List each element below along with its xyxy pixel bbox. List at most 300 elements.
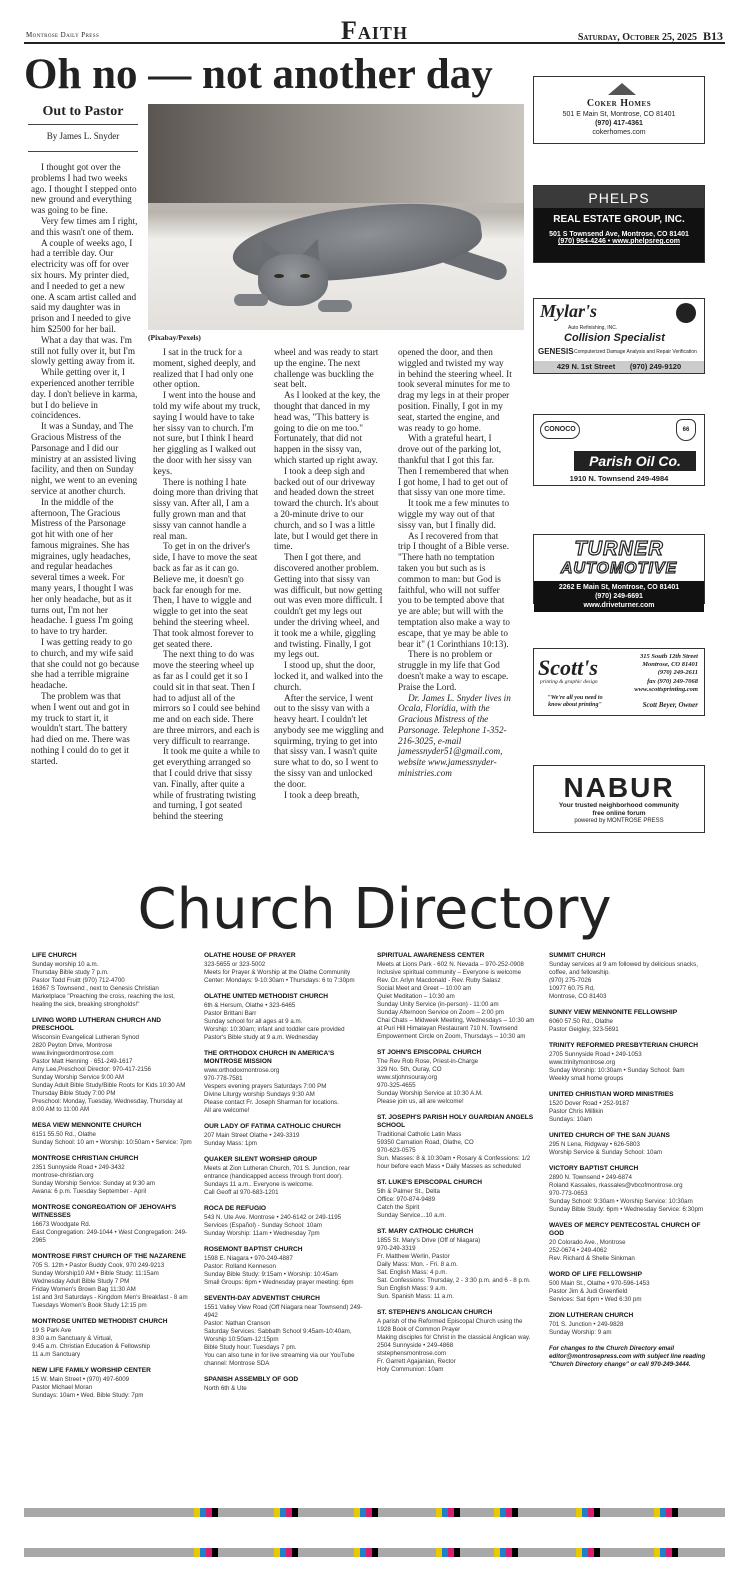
column-name: Out to Pastor <box>28 104 138 125</box>
church-detail: 252-0674 • 249-4062 <box>549 1247 607 1254</box>
church-detail: Weekly small home groups <box>549 1075 624 1082</box>
paragraph: Very few times am I right, and this wasn't one of them. <box>31 215 138 237</box>
paragraph: I took a deep sigh and backed out of our driveway and headed down the street toward the church. It's about a 20-minute drive to our church, and so I was a little late, but I would get there in time. <box>274 465 379 552</box>
color-swatch <box>292 1548 298 1557</box>
church-name: MONTROSE CHRISTIAN CHURCH <box>32 1155 139 1162</box>
ad-address: 2262 E Main St, Montrose, CO 81401 <box>558 584 680 591</box>
church-name: LIVING WORD LUTHERAN CHURCH AND PRESCHOOL <box>32 1017 162 1032</box>
print-color-bar <box>24 1548 725 1557</box>
ase-seal-icon <box>676 303 696 323</box>
ad-tagline-line: free online forum <box>592 810 646 817</box>
church-detail: Pastor: Rolland Kenneson <box>204 1263 276 1270</box>
church-detail: 8:30 a.m Sanctuary & Virtual, <box>32 1335 113 1342</box>
color-swatch <box>372 1548 378 1557</box>
ad-quote: "We're all you need to know about printing" <box>547 695 603 708</box>
church-detail: Social Meet and Greet – 10:00 am <box>377 985 472 992</box>
cat-photo <box>148 104 524 330</box>
church-detail: Meets at Zion Lutheran Church, 701 S. Junction, rear entrance (handicapped access through front door). Sundays 11 a.m.. Everyone is welcome. <box>204 1165 350 1188</box>
ad-tagline: Auto Refinishing, INC. <box>568 325 618 331</box>
church-detail: Sunday school for all ages at 9 a.m. <box>204 1018 303 1025</box>
church-detail: Quiet Meditation – 10:30 am <box>377 993 455 1000</box>
church-detail: 329 No. 5th, Ouray, CO <box>377 1066 442 1073</box>
byline: By James L. Snyder <box>46 131 120 141</box>
church-name: SPANISH ASSEMBLY OF GOD <box>204 1376 299 1383</box>
page-number: B13 <box>702 29 723 43</box>
church-detail: Making disciples for Christ in the classical Anglican way. <box>377 1334 531 1341</box>
paragraph: It was a Sunday, and The Gracious Mistress of the Parsonage and I did our ministry at an assisted living facility, and then on Sunday night, we went to an evening service at another church. <box>31 421 138 496</box>
church-detail: 970-778-7581 <box>204 1075 243 1082</box>
paragraph: A couple of weeks ago, I had a terrible day. Our electricity was off for over six hours. My printer died, and I needed to get a new one. A scam artist called and said my daughter was in prison and I needed to give him $2500 for her bail. <box>31 237 137 334</box>
church-detail: Sunday Bible Study: 9:15am • Worship: 10:45am <box>204 1271 338 1278</box>
church-name: ST. LUKE'S EPISCOPAL CHURCH <box>377 1179 483 1186</box>
church-detail: Inclusive spiritual community – Everyone is welcome <box>377 969 522 976</box>
ad-title: Coker Homes <box>586 98 652 109</box>
church-detail: Sat. Confessions: Thursday, 2 - 3:30 p.m. and 6 - 8 p.m. <box>377 1277 531 1284</box>
church-entry <box>204 1156 364 1197</box>
church-name: TRINITY REFORMED PRESBYTERIAN CHURCH <box>549 1042 698 1049</box>
paragraph: It took me quite a while to get everything arranged so that I could drive that sissy van. Finally, after quite a while of frustrating twisting and turning, I got seated behind the steering <box>153 746 260 822</box>
church-detail: Sunday Adult Bible Study/Bible Roots for Kids 10:30 AM <box>32 1082 186 1089</box>
paragraph: opened the door, and then wiggled and twisted my way in behind the steering wheel. It took several minutes for me to drag my legs in at their proper position. Finally, I got in my seat, started the engine, and was ready to go home. <box>398 347 512 433</box>
headline: Oh no — not another day <box>24 51 493 98</box>
ad-website: cokerhomes.com <box>592 129 646 136</box>
paragraph: I thought got over the problems I had two weeks ago. I thought I stepped onto new ground and everything was going to be fine. <box>31 162 137 216</box>
church-detail: Meets for Prayer & Worship at the Olathe Community Center: Mondays: 9-10:30am • Thursdays: 6 to 7:30pm <box>204 969 355 984</box>
church-name: UNITED CHURCH OF THE SAN JUANS <box>549 1132 670 1139</box>
church-detail: 1855 St. Mary's Drive (Off of Niagara) <box>377 1237 481 1244</box>
church-entry <box>549 1222 709 1263</box>
church-detail: Office: 970-874-9489 <box>377 1196 436 1203</box>
ad-title: Mylar's <box>540 301 598 321</box>
color-swatch <box>594 1548 600 1557</box>
church-detail: 1598 E. Niagara • 970-249-4887 <box>204 1255 293 1262</box>
church-detail: Sundays: 10am • Wed. Bible Study: 7pm <box>32 1392 144 1399</box>
church-detail: You can also tune in for live streaming via our YouTube channel: Montrose SDA <box>204 1352 355 1367</box>
church-entry <box>32 1017 192 1114</box>
church-name: ST. STEPHEN'S ANGLICAN CHURCH <box>377 1309 493 1316</box>
ad-powered-by: powered by MONTROSE PRESS <box>574 818 664 824</box>
church-detail: Pastor Todd Fruitt (970) 712-4700 <box>32 977 125 984</box>
paragraph: After the service, I went out to the sissy van with a heavy heart. I couldn't let anybody see me wiggling and squirming, trying to get into that sissy van. I wasn't quite sure what to do, so I went to the sissy van and unlocked the door. <box>274 692 384 789</box>
photo-credit: (Pixabay/Pexels) <box>148 333 201 342</box>
church-detail: 970-249-3319 <box>377 1245 416 1252</box>
ad-footer <box>534 361 704 373</box>
church-detail: Thursday Bible Study 7:00 PM <box>32 1090 116 1097</box>
church-detail: Saturday Services: Sabbath School 9:45am-10:40am, Worship 10:50am-12:15pm <box>204 1328 352 1343</box>
church-detail: Sunday Worship: 11am • Wednesday 7pm <box>204 1230 320 1237</box>
church-detail: Montrose, CO 81403 <box>549 993 607 1000</box>
church-detail: 1520 Dover Road • 252-9187 <box>549 1100 630 1107</box>
phillips-66-logo-icon: 66 <box>676 419 696 441</box>
church-detail: Please contact Fr. Joseph Sharman for locations. <box>204 1099 339 1106</box>
ad-title: TURNER <box>574 538 664 560</box>
page-header <box>24 18 725 44</box>
church-detail: Preschool: Monday, Tuesday, Wednesday, Thursday at 8:00 AM to 11:00 AM <box>32 1098 183 1113</box>
church-detail: www.orthodoxmontrose.org <box>204 1067 280 1074</box>
church-entry <box>32 1367 192 1400</box>
church-detail: Pastor's Bible study at 9 a.m. Wednesday <box>204 1034 319 1041</box>
church-detail: 2820 Peyton Drive, Montrose <box>32 1042 113 1049</box>
church-detail: ststephensmontrose.com <box>377 1350 447 1357</box>
ad-phone: (970) 249-6691 <box>595 593 643 600</box>
issue-date <box>578 29 723 44</box>
church-entry <box>32 1204 192 1245</box>
paragraph: wheel and was ready to start up the engine. The next challenge was buckling the seat belt. <box>274 347 379 390</box>
church-detail: Vespers evening prayers Saturdays 7:00 PM <box>204 1083 327 1090</box>
church-detail: 543 N. Ute Ave. Montrose • 240-6142 or 249-1195 <box>204 1214 342 1221</box>
ad-phone: (970) 249-2611 <box>657 669 698 677</box>
cat-head <box>258 254 328 306</box>
directory-column-2 <box>204 952 364 1401</box>
church-detail: Pastor Michael Moran <box>32 1384 93 1391</box>
church-name: MONTROSE UNITED METHODIST CHURCH <box>32 1318 168 1325</box>
church-detail: Sunday services at 9 am followed by delicious snacks, coffee, and fellowship. <box>549 961 698 976</box>
church-detail: North 6th & Ute <box>204 1385 247 1392</box>
church-detail: at Puri Hill Himalayan Restaurant 710 N. Townsend <box>377 1025 518 1032</box>
church-entry <box>204 993 364 1042</box>
church-name: THE ORTHODOX CHURCH IN AMERICA'S MONTROSE MISSION <box>204 1050 335 1065</box>
color-swatch <box>672 1508 678 1517</box>
ad-nabur[interactable] <box>533 765 705 833</box>
church-detail: Sunday Mass: 1pm <box>204 1140 257 1147</box>
church-detail: Tuesdays Women's Book Study 12:15 pm <box>32 1302 147 1309</box>
church-detail: 10977 60.75 Rd, <box>549 985 595 992</box>
article-column-2 <box>153 347 262 822</box>
church-detail: 970-325-4655 <box>377 1082 416 1089</box>
church-detail: montrose-christian.org <box>32 1172 94 1179</box>
church-entry <box>549 952 709 1001</box>
church-detail: 2705 Sunnyside Road • 249-1053 <box>549 1051 642 1058</box>
church-name: WORD OF LIFE FELLOWSHIP <box>549 1271 643 1278</box>
directory-title: Church Directory <box>137 877 612 942</box>
ad-address: 1910 N. Townsend 249-4984 <box>569 474 669 483</box>
church-entry <box>32 1155 192 1196</box>
church-detail: Awana: 6 p.m. Tuesday September - April <box>32 1188 147 1195</box>
church-detail: Holy Communion: 10am <box>377 1366 444 1373</box>
church-name: SUNNY VIEW MENNONITE FELLOWSHIP <box>549 1009 678 1016</box>
church-detail: Traditional Catholic Latin Mass <box>377 1131 462 1138</box>
church-detail: Services (Español) - Sunday School: 10am <box>204 1222 322 1229</box>
ad-contact: (970) 964-4246 • www.phelpsreg.com <box>557 238 681 245</box>
church-detail: Sunday Service...10 a.m. <box>377 1212 447 1219</box>
church-detail: Thursday Bible study 7 p.m. <box>32 969 109 976</box>
church-detail: Worship: 10:30am; infant and toddler care provided <box>204 1026 345 1033</box>
church-detail: 11 a.m Sanctuary <box>32 1351 81 1358</box>
church-detail: Please join us, all are welcome! <box>377 1098 464 1105</box>
church-name: ST JOHN'S EPISCOPAL CHURCH <box>377 1049 482 1056</box>
directory-change-note: For changes to the Church Directory email editor@montrosepress.com with subject line reading "Church Directory change" or call 970-249-3444. <box>549 1345 706 1368</box>
ad-turner-automotive[interactable] <box>533 534 705 609</box>
church-detail: Wednesday Adult Bible Study 7 PM <box>32 1278 130 1285</box>
ad-title: Parish Oil Co. <box>574 451 696 471</box>
article-column-3 <box>274 347 384 800</box>
ad-owner: Scott Beyer, Owner <box>642 701 698 709</box>
church-detail: 323-5655 or 323-5002 <box>204 961 266 968</box>
church-detail: Worship Service & Sunday School: 10am <box>549 1149 663 1156</box>
paragraph: Then I got there, and discovered another problem. Getting into that sissy van was difficult, but now getting out was even more difficult. I couldn't get my legs out under the driving wheel, and it took me a while, giggling and twisting. Finally, I got my legs out. <box>274 552 383 660</box>
church-detail: 207 Main Street Olathe • 249-3319 <box>204 1132 300 1139</box>
color-swatch <box>212 1508 218 1517</box>
church-detail: Catch the Spirit <box>377 1204 420 1211</box>
church-detail: Sunday Worship Service at 10:30 A.M. <box>377 1090 483 1097</box>
ad-tagline-line: Your trusted neighborhood community <box>558 802 680 809</box>
church-detail: East Congregation: 249-1044 • West Congregation: 249-2965 <box>32 1229 188 1244</box>
paragraph: The next thing to do was move the steering wheel up as far as I could get it so I could sit in that seat. Then I had to adjust all of the mirrors so I could see behind me and on each side. There are three mirrors, and each is very difficult to rearrange. <box>153 649 260 746</box>
church-entry <box>204 952 364 985</box>
church-detail: www.livingwordmontrose.com <box>32 1050 114 1057</box>
church-name: NEW LIFE FAMILY WORSHIP CENTER <box>32 1367 151 1374</box>
church-detail: 6th & Hersum, Olathe • 323-6465 <box>204 1002 296 1009</box>
church-name: OLATHE HOUSE OF PRAYER <box>204 952 296 959</box>
church-detail: Sun English Mass: 9 a.m. <box>377 1285 448 1292</box>
church-entry <box>204 1123 364 1148</box>
church-entry <box>549 1132 709 1157</box>
ad-subtitle: printing & graphic design <box>540 679 598 685</box>
church-detail: Sunday Bible Study: 6pm • Wednesday Service: 6:30pm <box>549 1206 704 1213</box>
ad-subtitle: REAL ESTATE GROUP, INC. <box>553 214 685 225</box>
paragraph: I was getting ready to go to church, and my wife said that she could not go because she had a terrible migraine headache. <box>31 637 139 691</box>
church-detail: Sunday worship 10 a.m. <box>32 961 99 968</box>
church-detail: Sunday Worship Service: Sunday at 9:30 am <box>32 1180 156 1187</box>
church-detail: www.trinitymontrose.org <box>549 1059 616 1066</box>
ad-title: Scott's <box>538 655 598 680</box>
ad-phelps[interactable] <box>533 185 705 263</box>
church-name: SUMMIT CHURCH <box>549 952 606 959</box>
ad-phone: (970) 417-4361 <box>595 120 643 127</box>
church-detail: 970-623-0575 <box>377 1147 416 1154</box>
church-detail: 1st and 3rd Saturdays - Kingdom Men's Breakfast - 8 am <box>32 1294 188 1301</box>
article-column-4 <box>398 347 513 779</box>
church-entry <box>549 1009 709 1034</box>
ad-footer <box>534 581 704 612</box>
color-swatch <box>512 1548 518 1557</box>
church-detail: Sunday Worship Service 9:00 AM <box>32 1074 125 1081</box>
church-detail: Roland Kassales, rkassales@vbcofmontrose.org <box>549 1182 683 1189</box>
paragraph: I sat in the truck for a moment, sighed deeply, and realized that I had only one other option. <box>153 347 256 390</box>
date-text: Saturday, October 25, 2025 <box>577 32 697 43</box>
church-detail: 16673 Woodgate Rd. <box>32 1221 91 1228</box>
ad-address: Montrose, CO 81401 <box>642 661 698 669</box>
house-icon <box>608 83 636 95</box>
cat-paw <box>318 300 352 312</box>
church-detail: Pastor Chris Millikin <box>549 1108 604 1115</box>
church-name: MESA VIEW MENNONITE CHURCH <box>32 1122 142 1129</box>
church-detail: Sunday School: 9:30am • Worship Service: 10:30am <box>549 1198 693 1205</box>
ad-address: 315 South 12th Street <box>640 653 698 660</box>
church-detail: Sunday Unity Service (in-person) - 11:00 am <box>377 1001 499 1008</box>
church-detail: 970-773-0653 <box>549 1190 588 1197</box>
ad-scotts-printing[interactable] <box>533 648 705 716</box>
color-swatch <box>454 1508 460 1517</box>
ad-phone: (970) 249-9120 <box>629 362 682 371</box>
church-entry <box>32 1318 192 1359</box>
photo-background <box>148 104 524 203</box>
church-entry <box>549 1312 709 1337</box>
church-detail: 59350 Carnation Road, Olathe, CO <box>377 1139 474 1146</box>
ad-address: 501 E Main St, Montrose, CO 81401 <box>562 111 676 118</box>
church-detail: (970) 275-7026 <box>549 977 592 984</box>
paragraph: I went into the house and told my wife about my truck, saying I would have to take her sissy van to church. I'm not sure, but I think I heard her giggling as I walked out the door with her sissy van keys. <box>153 390 261 476</box>
church-entry <box>377 1179 537 1220</box>
church-name: VICTORY BAPTIST CHURCH <box>549 1165 639 1172</box>
church-entry <box>32 1253 192 1310</box>
church-entry <box>32 1122 192 1147</box>
church-detail: Empowerment Circle on Zoom, Thursdays – 10:30 am <box>377 1033 526 1040</box>
paragraph: As I recovered from that trip I thought of a Bible verse. "There hath no temptation taken you but such as is common to man: but God is faithful, who will not suffer you to be tempted above that ye are able; but will with the temptation also make a way to escape, that ye may be able to bear it" (1 Corinthians 10:13). <box>398 530 511 649</box>
church-entry <box>204 1295 364 1368</box>
church-entry <box>377 952 537 1041</box>
church-detail: Small Groups: 6pm • Wednesday prayer meeting: 6pm <box>204 1279 354 1286</box>
church-entry <box>377 1049 537 1106</box>
church-detail: Friday Women's Brown Bag 11:30 AM <box>32 1286 136 1293</box>
church-name: UNITED CHRISTIAN WORD MINISTRIES <box>549 1091 674 1098</box>
church-detail: 19 S Park Ave <box>32 1327 72 1334</box>
church-detail: A parish of the Reformed Episcopal Church using the 1928 Book of Common Prayer <box>377 1318 523 1333</box>
church-detail: 295 N Lena, Ridgway • 626-5803 <box>549 1141 640 1148</box>
section-title: Faith <box>341 16 408 45</box>
paragraph: As I looked at the key, the thought that danced in my head was, "This battery is going to die on me too." Fortunately, that did not happen in the sissy van, which started up right away. <box>274 390 381 465</box>
church-detail: 701 S. Junction • 249-9828 <box>549 1321 624 1328</box>
church-detail: Wisconsin Evangelical Lutheran Synod <box>32 1034 139 1041</box>
church-entry <box>377 1228 537 1301</box>
ad-specialty: Collision Specialist <box>564 332 665 344</box>
church-detail: Sunday Worship: 10:30am • Sunday School: 9am <box>549 1067 685 1074</box>
church-detail: Services: Sat 6pm • Wed 6:30 pm <box>549 1296 642 1303</box>
paragraph: There is no problem or struggle in my life that God doesn't make a way to escape. Praise the Lord. <box>398 649 509 692</box>
church-entry <box>549 1042 709 1083</box>
church-detail: Pastor Brittani Barr <box>204 1010 257 1017</box>
church-detail: Meets at Lions Park - 602 N. Nevada – 970-252-0908 <box>377 961 524 968</box>
directory-column-4 <box>549 952 709 1369</box>
church-entry <box>549 1271 709 1304</box>
church-detail: www.stjohnsouray.org <box>377 1074 438 1081</box>
church-detail: Fr. Garrett Agajanian, Rector <box>377 1358 456 1365</box>
church-detail: The Rev Rob Rose, Priest-in-Charge <box>377 1058 479 1065</box>
church-entry <box>204 1246 364 1287</box>
church-entry <box>549 1165 709 1214</box>
church-detail: All are welcome! <box>204 1107 250 1114</box>
church-detail: Amy Lee,Preschool Director: 970-417-2156 <box>32 1066 152 1073</box>
color-swatch <box>212 1548 218 1557</box>
paragraph: I stood up, shut the door, locked it, and walked into the church. <box>274 660 383 692</box>
church-detail: Sunday Worship: 9 am <box>549 1329 612 1336</box>
church-detail: 16367 S Townsend , next to Genesis Christian Marketplace "Preaching the cross, reaching the lost, healing the sick, breaking strongholds!" <box>32 985 175 1008</box>
church-detail: Sundays: 10am <box>549 1116 592 1123</box>
ad-website: www.driveturner.com <box>583 602 655 609</box>
church-name: LIFE CHURCH <box>32 952 77 959</box>
church-detail: Rev. Richard & Shelle Sinkman <box>549 1255 635 1262</box>
paragraph: It took me a few minutes to wiggle my way out of that sissy van, but I finally did. <box>398 498 510 530</box>
church-name: SEVENTH-DAY ADVENTIST CHURCH <box>204 1295 320 1302</box>
cat-paw <box>234 294 268 306</box>
print-color-bar <box>24 1508 725 1517</box>
church-name: ST. JOSEPH'S PARISH HOLY GUARDIAN ANGELS SCHOOL <box>377 1114 534 1129</box>
ad-subtitle: AUTOMOTIVE <box>560 560 678 577</box>
paragraph: While getting over it, I experienced another terrible day. I don't believe in karma, but I do believe in coincidences. <box>31 367 138 421</box>
church-detail: 6151 55.50 Rd., Olathe <box>32 1131 96 1138</box>
church-detail: 705 S. 12th • Pastor Buddy Cook, 970 249-9213 <box>32 1262 165 1269</box>
ad-title: NABUR <box>563 772 675 803</box>
color-swatch <box>372 1508 378 1517</box>
color-swatch <box>292 1508 298 1517</box>
byline-box <box>28 104 138 152</box>
church-detail: 5th & Palmer St., Delta <box>377 1188 440 1195</box>
ad-parish-oil[interactable] <box>533 414 705 486</box>
church-detail: Call Geoff at 970-683-1201 <box>204 1189 279 1196</box>
church-detail: Sunday School: 10 am • Worship: 10:50am • Service: 7pm <box>32 1139 192 1146</box>
ad-address: 501 S Townsend Ave, Montrose, CO 81401 <box>549 231 689 238</box>
author-bio: Dr. James L. Snyder lives in Ocala, Floridia, with the Gracious Mistress of the Parsonage. Telephone 1-352-216-3025, e-mail jamessnyder51@gmail.com, website www.jamessnyder-ministries.com <box>398 692 511 779</box>
church-detail: Rev. Dr. Arlyn Macdonald - Rev. Ruby Salasz <box>377 977 501 984</box>
directory-column-1 <box>32 952 192 1408</box>
church-entry <box>549 1091 709 1124</box>
church-name: MONTROSE FIRST CHURCH OF THE NAZARENE <box>32 1253 186 1260</box>
church-detail: Pastor: Nathan Cranson <box>204 1320 271 1327</box>
church-detail: 2890 N. Townsend • 249-6874 <box>549 1174 632 1181</box>
ad-tagline <box>534 802 704 825</box>
church-entry <box>204 1376 364 1393</box>
church-detail: Divine Liturgy worship Sundays 9:30 AM <box>204 1091 315 1098</box>
church-detail: Chai Chats – Midweek Meeting, Wednesdays – 10:30 am <box>377 1017 535 1024</box>
church-detail: 2351 Sunnyside Road • 249-3432 <box>32 1164 125 1171</box>
cat-eye <box>300 274 310 278</box>
church-detail: Sat. English Mass: 4 p.m. <box>377 1269 448 1276</box>
ad-contact <box>634 653 698 694</box>
paragraph: To get in on the driver's side, I have to move the seat back as far as it can go. Believe me, it doesn't go back far enough for me. Then, I have to wiggle and wiggle to get into the seat behind the steering wheel. That took almost forever to get seated there. <box>153 541 258 649</box>
church-name: MONTROSE CONGREGATION OF JEHOVAH'S WITNESSES <box>32 1204 177 1219</box>
ad-coker-homes[interactable] <box>533 76 705 144</box>
church-detail: 20 Colorado Ave., Montrose <box>549 1239 626 1246</box>
church-detail: 6060 57.50 Rd., Olathe <box>549 1018 613 1025</box>
church-detail: Pastor Geigley, 323-5691 <box>549 1026 619 1033</box>
color-swatch <box>672 1548 678 1557</box>
church-detail: Sun. Spanish Mass: 11 a.m. <box>377 1293 454 1300</box>
church-detail: Pastor Matt Henning · 651-249-1617 <box>32 1058 133 1065</box>
color-swatch <box>454 1548 460 1557</box>
church-detail: Sunday Worship10 AM • Bible Study: 11:15am <box>32 1270 159 1277</box>
cat-eye <box>274 274 284 278</box>
church-name: QUAKER SILENT WORSHIP GROUP <box>204 1156 318 1163</box>
church-detail: Daily Mass: Mon. - Fri. 8 a.m. <box>377 1261 458 1268</box>
church-detail: Fr. Matthew Werlin, Pastor <box>377 1253 450 1260</box>
ad-description: Computerized Damage Analysis and Repair Verification <box>574 349 697 355</box>
ad-website: www.scottsprinting.com <box>634 685 698 693</box>
church-name: OUR LADY OF FATIMA CATHOLIC CHURCH <box>204 1123 341 1130</box>
church-detail: Sun. Masses: 8 & 10:30am • Rosary & Confessions: 1/2 hour before each Mass • Daily Masses as scheduled <box>377 1155 531 1170</box>
paragraph: There is nothing I hate doing more than driving that sissy van. After all, I am a fully grown man and that sissy van cannot handle a real man. <box>153 476 259 541</box>
paragraph: What a day that was. I'm still not fully over it, but I'm slowly getting away from it. <box>31 334 135 367</box>
church-detail: Sunday Afternoon Service on Zoom – 2:00 pm <box>377 1009 504 1016</box>
paragraph: The problem was that when I went out and got in my truck to start it, it wouldn't start. The battery had died on me. There was nothing I could do to get it started. <box>31 691 130 766</box>
church-entry <box>204 1050 364 1115</box>
ad-brand: GENESIS <box>538 347 574 356</box>
church-detail: 9:45 a.m. Christian Education & Fellowship <box>32 1343 150 1350</box>
paragraph: In the middle of the afternoon, The Gracious Mistress of the Parsonage got hit with one of her famous migraines. She has migraines, ugly headaches, and regular headaches several times a week. For many years, I thought I was her only headache, but as it turns out, I'm not her headache. I guess I'm going to have to try harder. <box>31 496 134 637</box>
paragraph: With a grateful heart, I drove out of the parking lot, thankful that I got this far. Then I remembered that when I got home, I had to get out of that sissy van one more time. <box>398 433 509 498</box>
ad-address: 429 N. 1st Street <box>556 362 616 371</box>
church-name: ROCA DE REFUGIO <box>204 1205 267 1212</box>
ad-mylars[interactable] <box>533 298 705 374</box>
church-name: ZION LUTHERAN CHURCH <box>549 1312 634 1319</box>
church-detail: Bible Study hour: Tuesdays 7 pm. <box>204 1344 297 1351</box>
church-detail: 500 Main St., Olathe • 970-596-1453 <box>549 1280 650 1287</box>
church-name: ST. MARY CATHOLIC CHURCH <box>377 1228 474 1235</box>
church-detail: 1551 Valley View Road (Off Niagara near Townsend) 249-4942 <box>204 1304 363 1319</box>
church-name: ROSEMONT BAPTIST CHURCH <box>204 1246 303 1253</box>
directory-column-3 <box>377 952 537 1382</box>
church-name: OLATHE UNITED METHODIST CHURCH <box>204 993 329 1000</box>
church-name: SPIRITUAL AWARENESS CENTER <box>377 952 485 959</box>
